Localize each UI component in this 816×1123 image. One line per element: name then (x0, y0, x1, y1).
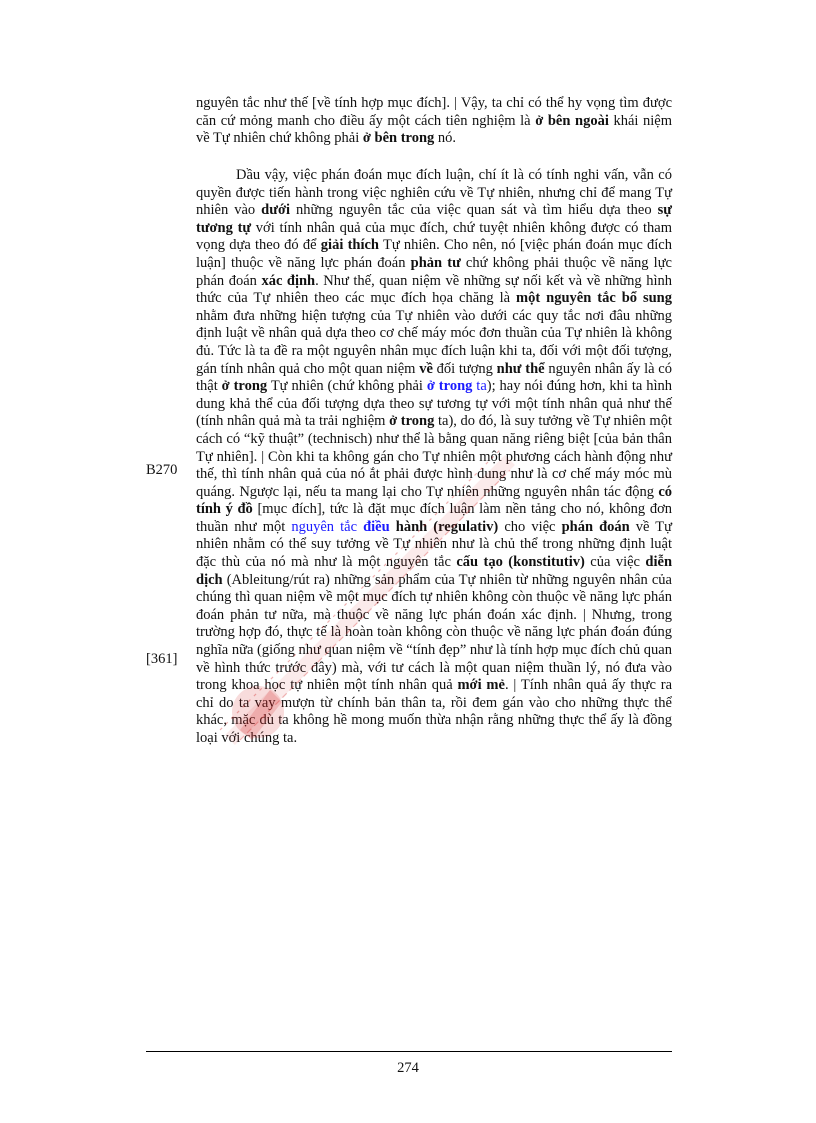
p2-blue: ta (472, 378, 487, 395)
p2-text: . | Tính nhân quả ấy thực ra chỉ do ta vay mượn từ chính bản thân ta, rồi đem gán vào cho những thực thể khác, mặc dù ta không hề mong muốn thừa nhận rằng những thực thể ấy là đồng loại với chúng ta. (196, 677, 673, 746)
page-number: 274 (397, 1060, 419, 1076)
p2-text: cho việc (498, 518, 562, 535)
p2-bold: phán đoán (561, 518, 630, 535)
p2-text: nguyên nhân ấy là có thật (196, 360, 672, 395)
p1-text-2: khái niệm về Tự nhiên chứ không phải (196, 112, 673, 147)
p2-text: chứ không phải thuộc về năng lực phán đoán (196, 254, 672, 289)
paragraph-2 (196, 167, 672, 748)
p2-bold: cấu tạo (konstitutiv) (456, 554, 585, 571)
margin-note-b270: B270 (146, 462, 178, 478)
p2-text: về Tự nhiên nhằm có thể suy tưởng về Tự nhiên như là chủ thể trong những định luật đặc thù của nó mà như là một nguyên tắc (196, 518, 673, 571)
p1-text-3: nó. (434, 130, 457, 147)
p1-bold-1: ở bên ngoài (535, 112, 609, 129)
p2-text: [mục đích], tức là đặt mục đích luận làm nền tảng cho nó, không đơn thuần như một (196, 501, 672, 535)
p2-bold: sự tương tự (196, 202, 672, 236)
p2-bold: như thể (496, 360, 545, 377)
p2-bold: ở trong (389, 413, 435, 430)
p2-bold: giải thích (320, 237, 379, 254)
p2-text: Tự nhiên. Cho nên, nó [việc phán đoán mục đích luận] thuộc về năng lực phán đoán (196, 237, 672, 271)
p2-text: với tính nhân quả của mục đích, chứ tuyệt nhiên không được có tham vọng dựa theo đó để (196, 219, 673, 254)
p2-bold: ở trong (221, 378, 268, 395)
p2-bold: xác định (261, 272, 316, 289)
p2-blue-bold: ở trong (426, 378, 473, 395)
p2-bold: hành (regulativ) (389, 518, 499, 535)
p2-blue-bold: điều (363, 518, 390, 535)
p2-bold: có tính ý đồ (196, 483, 672, 518)
p2-bold: diễn dịch (196, 554, 673, 588)
p2-bold: mới mẻ (457, 677, 505, 694)
p2-bold: về (419, 360, 433, 377)
p2-text: . Như thế, quan niệm về những sự nối kết và về những hình thức của Tự nhiên theo các mục đích họa chăng là (196, 272, 672, 307)
p2-text: (Ableitung/rút ra) những sản phẩm của Tự nhiên từ những nguyên nhân của chúng thì quan niệm về một mục đích tự nhiên không còn thuộc về năng lực phán đoán phản tư nữa, mà thuộc về năng lực phán đoán xác định. | Nhưng, trong trường hợp đó, thực tế là hoàn toàn không còn thuộc về năng lực phán đoán đúng nghĩa nữa (giống như quan niệm về “tính đẹp” như là tính hợp mục đích chủ quan về hình thức trước đây) mà, với tư cách là một quan niệm thuần lý, nó đưa vào trong khoa học tự nhiên một tính nhân quả (196, 571, 672, 694)
p2-text: Tự nhiên (chứ không phải (267, 378, 427, 395)
p2-bold: dưới (261, 202, 290, 219)
margin-note-361: [361] (146, 651, 178, 667)
footer-rule (146, 1051, 672, 1052)
p1-bold-2: ở bên trong (362, 130, 435, 147)
p2-bold: một nguyên tắc bổ sung (516, 290, 672, 307)
p2-text: nhằm đưa những hiện tượng của Tự nhiên vào dưới các quy tắc nơi đâu những định luật về nhân quả dựa theo cơ chế máy móc đơn thuần của Tự nhiên là không đủ. Tức là ta đề ra một nguyên nhân mục đích luận khi ta, đối với một đối tượng, gán tính nhân quả cho một quan niệm (196, 307, 672, 377)
p2-text: những nguyên tắc của việc quan sát và tìm hiểu dựa theo (290, 202, 658, 219)
p2-text: Dầu vậy, việc phán đoán mục đích luận, chí ít là có tính nghi vấn, vẫn có quyền được tiến hành trong việc nghiên cứu về Tự nhiên, nhưng chỉ để mang Tự nhiên vào (196, 167, 672, 219)
p2-blue: nguyên tắc (291, 518, 364, 535)
p2-text: ta), do đó, là suy tưởng về Tự nhiên một cách có “kỹ thuật” (technisch) như thể là bằng quan năng riêng biệt [của bản thân Tự nhiên]. | Còn khi ta không gán cho Tự nhiên một phương cách hành động như thế, thì tính nhân quả của nó ắt phải được hình dung như là cơ chế máy móc mù quáng. Ngược lại, nếu ta mang lại cho Tự nhiên những nguyên nhân tác động (196, 413, 672, 500)
p2-text: ); hay nói đúng hơn, khi ta hình dung khả thể của đối tượng dựa theo sự tương tự với một tính nhân quả như thế (tính nhân quả mà ta trải nghiệm (196, 378, 672, 430)
p1-text-1: nguyên tắc như thế [về tính hợp mục đích]. | Vậy, ta chỉ có thể hy vọng tìm được căn cứ mỏng manh cho điều ấy một cách tiên nghiệm là (196, 95, 672, 129)
p2-text: đối tượng (432, 360, 497, 377)
paragraph-1 (196, 95, 672, 148)
p2-text: của việc (584, 554, 646, 571)
p2-bold: phản tư (410, 254, 461, 271)
